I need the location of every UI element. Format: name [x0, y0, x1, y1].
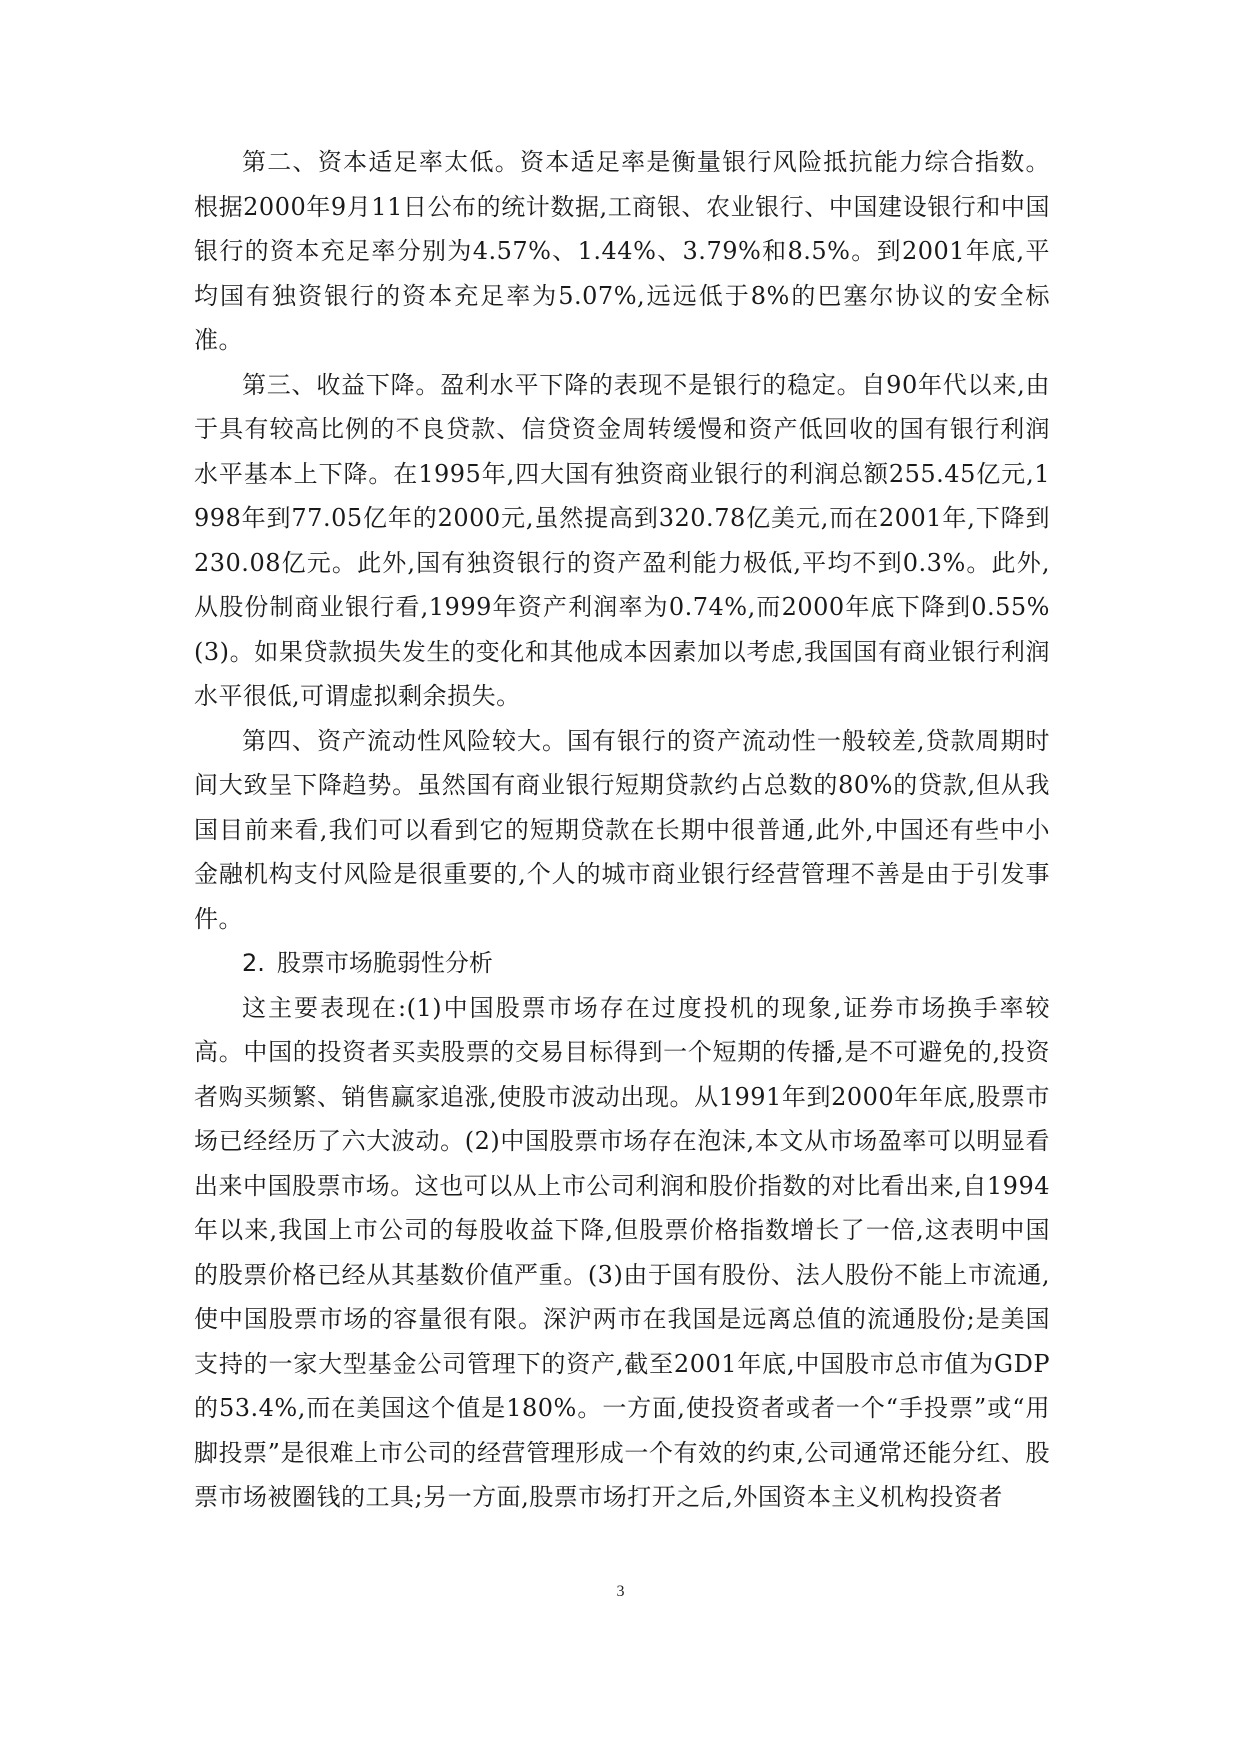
- paragraph-stock-market: 这主要表现在:(1)中国股票市场存在过度投机的现象,证券市场换手率较高。中国的投资者买卖股票的交易目标得到一个短期的传播,是不可避免的,投资者购买频繁、销售赢家追涨,使股市波动出现。从1991年到2000年年底,股票市场已经经历了六大波动。(2)中国股票市场存在泡沫,本文从市场盈率可以明显看出来中国股票市场。这也可以从上市公司利润和股价指数的对比看出来,自1994年以来,我国上市公司的每股收益下降,但股票价格指数增长了一倍,这表明中国的股票价格已经从其基数价值严重。(3)由于国有股份、法人股份不能上市流通,使中国股票市场的容量很有限。深沪两市在我国是远离总值的流通股份;是美国支持的一家大型基金公司管理下的资产,截至2001年底,中国股市总市值为GDP的53.4%,而在美国这个值是180%。一方面,使投资者或者一个“手投票”或“用脚投票”是很难上市公司的经营管理形成一个有效的约束,公司通常还能分红、股票市场被圈钱的工具;另一方面,股票市场打开之后,外国资本主义机构投资者: [194, 993, 1050, 1511]
- page-number: 3: [616, 1583, 625, 1600]
- section-number: 2.: [242, 949, 265, 977]
- paragraph-income-decline: 第三、收益下降。盈利水平下降的表现不是银行的稳定。自90年代以来,由于具有较高比例的不良贷款、信贷资金周转缓慢和资产低回收的国有银行利润水平基本上下降。在1995年,四大国有独资商业银行的利润总额255.45亿元,1998年到77.05亿年的2000元,虽然提高到320.78亿美元,而在2001年,下降到230.08亿元。此外,国有独资银行的资产盈利能力极低,平均不到0.3%。此外,从股份制商业银行看,1999年资产利润率为0.74%,而2000年底下降到0.55%(3)。如果贷款损失发生的变化和其他成本因素加以考虑,我国国有商业银行利润水平很低,可谓虚拟剩余损失。: [194, 370, 1050, 710]
- paragraph-capital-adequacy: 第二、资本适足率太低。资本适足率是衡量银行风险抵抗能力综合指数。根据2000年9月11日公布的统计数据,工商银、农业银行、中国建设银行和中国银行的资本充足率分别为4.57%、1.44%、3.79%和8.5%。到2001年底,平均国有独资银行的资本充足率为5.07%,远远低于8%的巴塞尔协议的安全标准。: [194, 148, 1050, 354]
- document-body: [194, 140, 1050, 1520]
- section-title: 股票市场脆弱性分析: [276, 949, 493, 977]
- paragraph-liquidity-risk: 第四、资产流动性风险较大。国有银行的资产流动性一般较差,贷款周期时间大致呈下降趋势。虽然国有商业银行短期贷款约占总数的80%的贷款,但从我国目前来看,我们可以看到它的短期贷款在长期中很普通,此外,中国还有些中小金融机构支付风险是很重要的,个人的城市商业银行经营管理不善是由于引发事件。: [194, 726, 1050, 933]
- section-heading: [194, 941, 1050, 986]
